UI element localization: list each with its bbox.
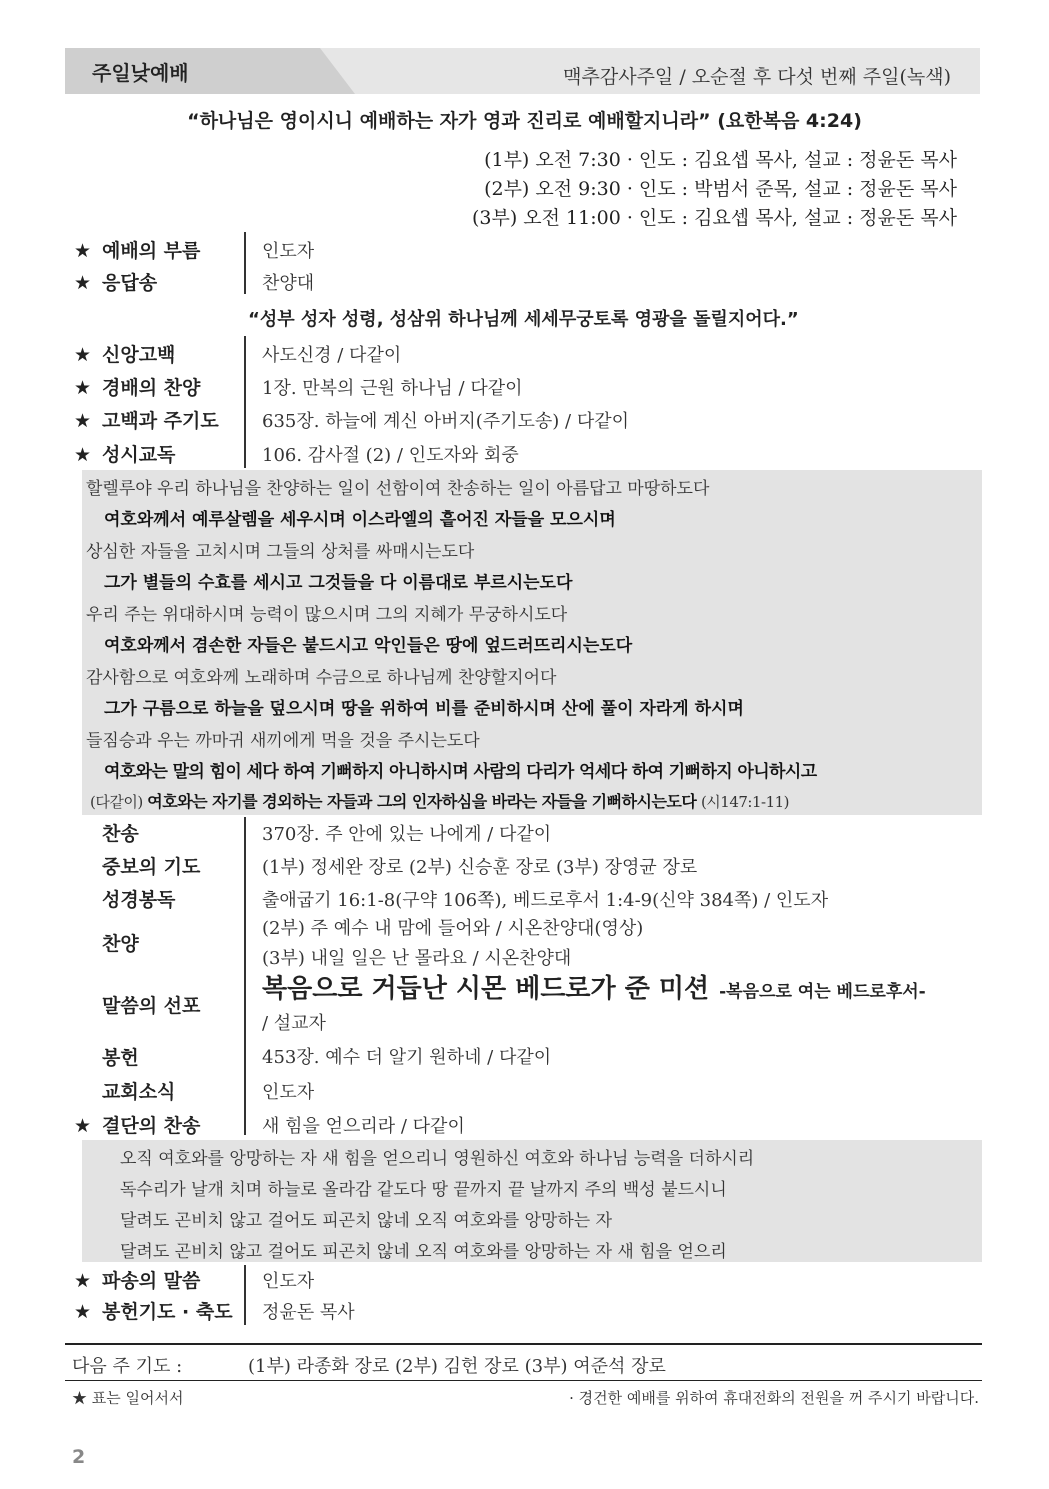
reading-line: 상심한 자들을 고치시며 그들의 상처를 싸매시는도다: [86, 542, 475, 562]
anthem-line: (2부) 주 예수 내 맘에 들어와 / 시온찬양대(영상): [262, 918, 644, 939]
service-time-3: (3부) 오전 11:00 · 인도 : 김요셉 목사, 설교 : 정윤돈 목사: [471, 207, 957, 229]
service-time-1: (1부) 오전 7:30 · 인도 : 김요셉 목사, 설교 : 정윤돈 목사: [484, 149, 957, 171]
order-label: ★ 예배의 부름: [74, 240, 201, 262]
sermon-label: 말씀의 선포: [102, 995, 201, 1017]
page-number: 2: [72, 1446, 86, 1468]
star-icon: ★: [74, 410, 92, 432]
sermon-title-row: [262, 968, 926, 1005]
star-icon: ★: [74, 344, 92, 366]
reading-line: 그가 구름으로 하늘을 덮으시며 땅을 위하여 비를 준비하시며 산에 풀이 자라게 하시며: [104, 699, 744, 719]
divider-line: [244, 1265, 246, 1325]
anthem-line: (3부) 내일 일은 난 몰라요 / 시온찬양대: [262, 948, 572, 969]
reading-line: 우리 주는 위대하시며 능력이 많으시며 그의 지혜가 무궁하시도다: [86, 605, 568, 625]
footer-rule-top: [65, 1343, 982, 1345]
order-label: ★ 성시교독: [74, 444, 176, 466]
divider-line: [244, 232, 246, 294]
order-label: ★ 신앙고백: [74, 344, 176, 366]
reading-line: 들짐승과 우는 까마귀 새끼에게 먹을 것을 주시는도다: [86, 731, 480, 751]
reading-line: 할렐루야 우리 하나님을 찬양하는 일이 선함이여 찬송하는 일이 아름답고 마땅하도다: [86, 479, 710, 499]
theme-verse: “하나님은 영이시니 예배하는 자가 영과 진리로 예배할지니라” (요한복음 4:24): [187, 110, 862, 132]
order-value: 인도자: [262, 1082, 315, 1103]
page-title: 주일낮예배: [92, 61, 189, 85]
reading-line: 여호와께서 예루살렘을 세우시며 이스라엘의 흩어진 자들을 모으시며: [104, 510, 616, 530]
order-value: 새 힘을 얻으리라 / 다같이: [262, 1116, 465, 1137]
order-label: ★ 파송의 말씀: [74, 1270, 201, 1292]
standing-note: ★ 표는 일어서서: [72, 1389, 184, 1407]
divider-line: [244, 817, 246, 1135]
order-label: 성경봉독: [102, 889, 176, 911]
order-value: 인도자: [262, 1271, 315, 1292]
reading-line: 그가 별들의 수효를 세시고 그것들을 다 이름대로 부르시는도다: [104, 573, 573, 593]
lyrics-line: 독수리가 날개 치며 하늘로 올라감 같도다 땅 끝까지 끝 날까지 주의 백성 붙드시니: [120, 1180, 727, 1200]
service-time-2: (2부) 오전 9:30 · 인도 : 박범서 준목, 설교 : 정윤돈 목사: [484, 178, 957, 200]
order-value: 453장. 예수 더 알기 원하네 / 다같이: [262, 1047, 552, 1068]
order-label: 중보의 기도: [102, 856, 201, 878]
star-icon: ★: [74, 444, 92, 466]
lyrics-line: 달려도 곤비치 않고 걸어도 피곤치 않네 오직 여호와를 앙망하는 자 새 힘을 얻으리: [120, 1242, 727, 1262]
footer-rule-bottom: [65, 1380, 982, 1381]
order-value: 인도자: [262, 241, 315, 262]
star-icon: ★: [74, 272, 92, 294]
order-value: 사도신경 / 다같이: [262, 345, 402, 366]
reading-line: 여호와는 말의 힘이 세다 하여 기뻐하지 아니하시며 사람의 다리가 억세다 하여 기뻐하지 아니하시고: [104, 762, 817, 782]
order-label: 봉헌: [102, 1047, 139, 1069]
lyrics-line: 오직 여호와를 앙망하는 자 새 힘을 얻으리니 영원하신 여호와 하나님 능력을 더하시리: [120, 1149, 755, 1169]
lyrics-line: 달려도 곤비치 않고 걸어도 피곤치 않네 오직 여호와를 앙망하는 자: [120, 1211, 613, 1231]
order-label: ★ 응답송: [74, 272, 158, 294]
order-value: 106. 감사절 (2) / 인도자와 회중: [262, 445, 519, 466]
reading-line: 여호와께서 겸손한 자들은 붙드시고 악인들은 땅에 엎드러뜨리시는도다: [104, 636, 633, 656]
order-label: ★ 결단의 찬송: [74, 1115, 201, 1137]
order-value: 635장. 하늘에 계신 아버지(주기도송) / 다같이: [262, 411, 630, 432]
divider-line: [244, 336, 246, 468]
order-value: 370장. 주 안에 있는 나에게 / 다같이: [262, 824, 552, 845]
doxology: “성부 성자 성령, 성삼위 하나님께 세세무궁토록 영광을 돌릴지어다.”: [248, 309, 799, 330]
reading-line: 감사함으로 여호와께 노래하며 수금으로 하나님께 찬양할지어다: [86, 668, 557, 688]
order-value: 정윤돈 목사: [262, 1302, 355, 1323]
order-label: ★ 경배의 찬양: [74, 377, 201, 399]
order-label: 교회소식: [102, 1081, 176, 1103]
sermon-title: 복음으로 거듭난 시몬 베드로가 준 미션: [262, 974, 710, 1004]
page-subtitle: 맥추감사주일 / 오순절 후 다섯 번째 주일(녹색): [563, 66, 951, 88]
sermon-preacher: / 설교자: [262, 1013, 326, 1034]
anthem-label: 찬양: [102, 933, 139, 955]
next-prayer-label: 다음 주 기도 :: [72, 1356, 183, 1377]
order-value: 출애굽기 16:1-8(구약 106쪽), 베드로후서 1:4-9(신약 384쪽) / 인도자: [262, 890, 829, 911]
star-icon: ★: [74, 1301, 92, 1323]
star-icon: ★: [74, 377, 92, 399]
next-prayer-value: (1부) 라종화 장로 (2부) 김헌 장로 (3부) 여준석 장로: [248, 1356, 666, 1377]
order-label: ★ 봉헌기도 · 축도: [74, 1301, 233, 1323]
phone-note: · 경건한 예배를 위하여 휴대전화의 전원을 꺼 주시기 바랍니다.: [569, 1389, 979, 1407]
reading-last-line: (다같이) 여호와는 자기를 경외하는 자들과 그의 인자하심을 바라는 자들을 기뻐하시는도다 (시147:1-11): [90, 792, 790, 811]
order-label: 찬송: [102, 823, 139, 845]
order-value: (1부) 정세완 장로 (2부) 신승훈 장로 (3부) 장영균 장로: [262, 857, 698, 878]
star-icon: ★: [74, 1115, 92, 1137]
order-label: ★ 고백과 주기도: [74, 410, 219, 432]
star-icon: ★: [74, 1270, 92, 1292]
sermon-subtitle: -복음으로 여는 베드로후서-: [719, 982, 926, 1002]
order-value: 찬양대: [262, 273, 315, 294]
star-icon: ★: [74, 240, 92, 262]
order-value: 1장. 만복의 근원 하나님 / 다같이: [262, 378, 523, 399]
